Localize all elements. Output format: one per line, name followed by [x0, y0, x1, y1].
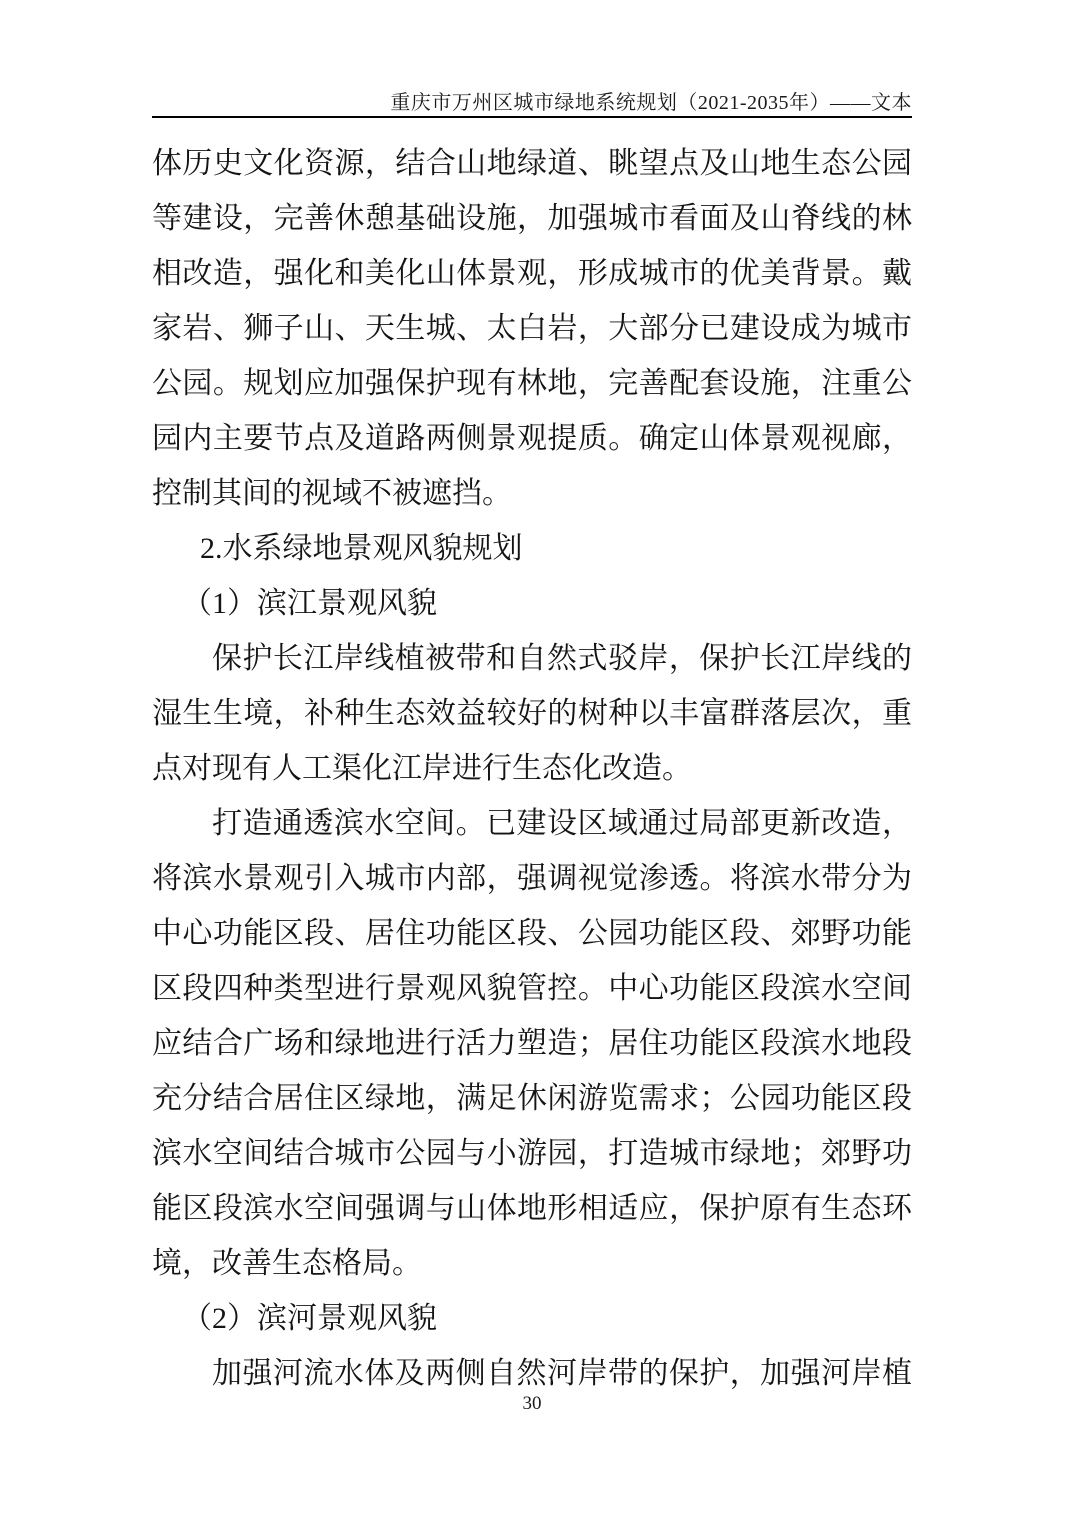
- text-line: 将滨水景观引入城市内部，强调视觉渗透。将滨水带分为: [152, 862, 912, 895]
- text-line: 体历史文化资源，结合山地绿道、眺望点及山地生态公园: [152, 147, 912, 180]
- document-body: [152, 136, 912, 1401]
- text-line: 点对现有人工渠化江岸进行生态化改造。: [152, 752, 692, 785]
- header-title: 重庆市万州区城市绿地系统规划（2021-2035年）——文本: [390, 92, 912, 114]
- section-heading: 2.水系绿地景观风貌规划: [200, 532, 523, 565]
- text-line: 区段四种类型进行景观风貌管控。中心功能区段滨水空间: [152, 972, 912, 1005]
- text-line: 应结合广场和绿地进行活力塑造；居住功能区段滨水地段: [152, 1027, 912, 1060]
- header-rule: [152, 116, 912, 118]
- subsection-heading: （1）滨江景观风貌: [182, 587, 437, 620]
- text-line: 家岩、狮子山、天生城、太白岩，大部分已建设成为城市: [152, 312, 912, 345]
- text-line: 园内主要节点及道路两侧景观提质。确定山体景观视廊，: [152, 422, 912, 455]
- text-line: 充分结合居住区绿地，满足休闲游览需求；公园功能区段: [152, 1082, 912, 1115]
- text-line: 湿生生境，补种生态效益较好的树种以丰富群落层次，重: [152, 697, 912, 730]
- text-line: 等建设，完善休憩基础设施，加强城市看面及山脊线的林: [152, 202, 912, 235]
- text-line: 控制其间的视域不被遮挡。: [152, 477, 512, 510]
- text-line: 打造通透滨水空间。已建设区域通过局部更新改造，: [212, 807, 912, 840]
- page-number: 30: [522, 1393, 542, 1414]
- text-line: 滨水空间结合城市公园与小游园，打造城市绿地；郊野功: [152, 1137, 912, 1170]
- text-line: 公园。规划应加强保护现有林地，完善配套设施，注重公: [152, 367, 912, 400]
- text-line: 加强河流水体及两侧自然河岸带的保护，加强河岸植: [212, 1357, 912, 1390]
- subsection-heading: （2）滨河景观风貌: [182, 1302, 437, 1335]
- text-line: 境，改善生态格局。: [152, 1247, 422, 1280]
- text-line: 中心功能区段、居住功能区段、公园功能区段、郊野功能: [152, 917, 912, 950]
- text-line: 保护长江岸线植被带和自然式驳岸，保护长江岸线的: [212, 642, 912, 675]
- text-line: 能区段滨水空间强调与山体地形相适应，保护原有生态环: [152, 1192, 912, 1225]
- text-line: 相改造，强化和美化山体景观，形成城市的优美背景。戴: [152, 257, 912, 290]
